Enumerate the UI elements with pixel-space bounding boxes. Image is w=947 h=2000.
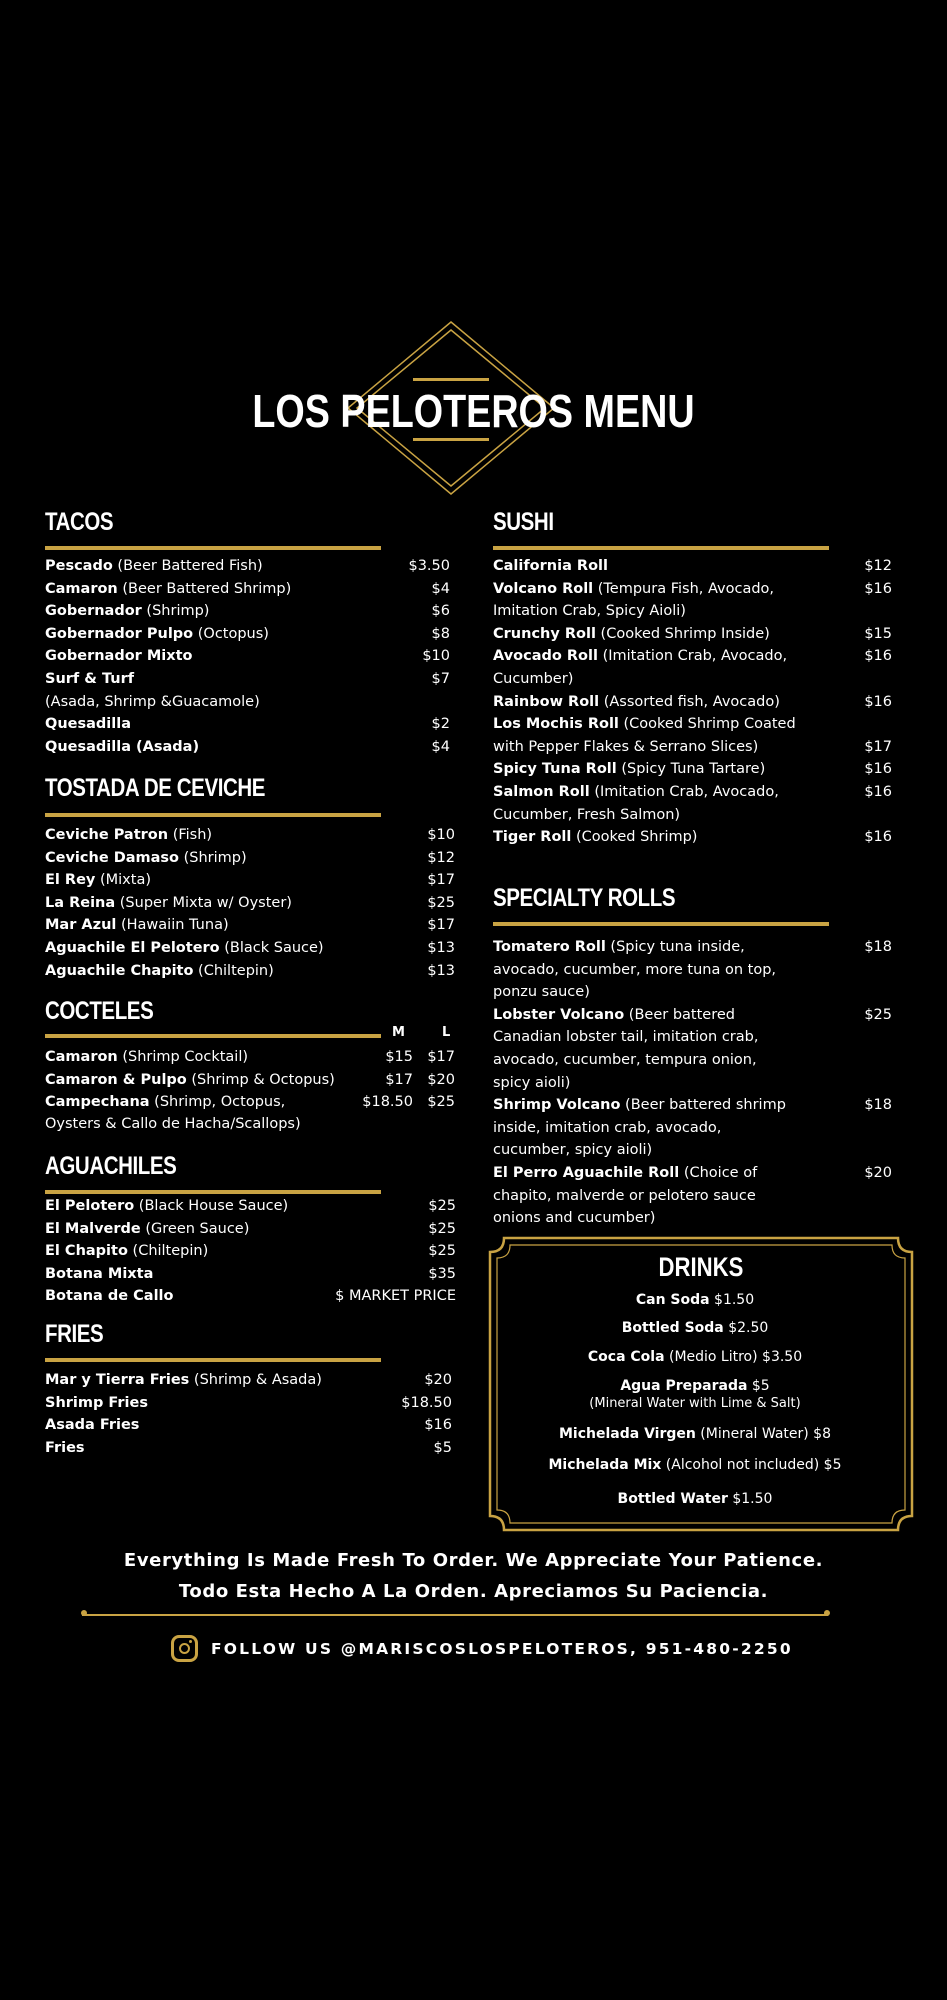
menu-item <box>45 645 193 668</box>
aguachiles-heading: AGUACHILES <box>45 1152 177 1180</box>
menu-item <box>45 1263 153 1286</box>
item-description: (Shrimp & Octopus) <box>186 1071 335 1088</box>
menu-item <box>45 914 229 937</box>
item-description: Imitation Crab, Spicy Aioli) <box>493 603 686 620</box>
item-description: Cucumber) <box>493 671 574 687</box>
instagram-icon[interactable] <box>171 1635 198 1662</box>
item-description: (Fish) <box>168 827 213 843</box>
menu-item <box>45 668 134 691</box>
item-description: (Imitation Crab, Avocado, <box>589 784 779 800</box>
item-description: (Spicy Tuna Tartare) <box>616 761 766 778</box>
item-name: Gobernador <box>45 603 142 620</box>
menu-item <box>493 668 573 691</box>
footer-line-english: Everything Is Made Fresh To Order. We Appreciate Your Patience. <box>123 1550 824 1571</box>
menu-item <box>493 645 787 668</box>
item-price: $10 <box>422 648 450 665</box>
item-description: chapito, malverde or pelotero sauce <box>493 1187 756 1204</box>
item-price-medium: $17 <box>385 1071 413 1088</box>
item-name: El Pelotero <box>45 1198 135 1214</box>
item-name: Shrimp Fries <box>45 1394 148 1411</box>
item-name: Campechana <box>45 1094 150 1111</box>
item-price: $17 <box>427 917 455 934</box>
item-price: $12 <box>864 558 892 574</box>
specialty-heading: SPECIALTY ROLLS <box>493 884 676 912</box>
menu-item <box>45 1392 148 1415</box>
menu-item <box>493 1026 758 1049</box>
item-price-large: $17 <box>427 1049 455 1065</box>
item-price: $5 <box>433 1439 452 1456</box>
item-name: Quesadilla (Asada) <box>45 738 200 755</box>
item-description: (Chiltepin) <box>127 1243 209 1260</box>
sushi-heading: SUSHI <box>493 508 554 536</box>
item-price-medium: $18.50 <box>362 1094 413 1111</box>
drink-item <box>490 1319 900 1337</box>
aguachiles-rule <box>45 1190 381 1194</box>
menu-item <box>493 1094 786 1117</box>
fries-rule <box>45 1358 381 1362</box>
item-description: (Shrimp) <box>141 603 210 620</box>
cocteles-continuation: Oysters & Callo de Hacha/Scallops) <box>45 1116 301 1132</box>
item-name: Salmon Roll <box>493 784 590 800</box>
item-price: $2 <box>431 716 450 733</box>
drink-item <box>490 1490 900 1508</box>
item-price-large: $25 <box>427 1094 455 1111</box>
item-price: $25 <box>427 894 455 911</box>
menu-item <box>493 936 745 959</box>
menu-item <box>493 804 680 827</box>
item-name: Tiger Roll <box>493 829 572 846</box>
cocteles-rule <box>45 1034 381 1038</box>
item-description: (Beer battered shrimp <box>620 1097 786 1114</box>
menu-item <box>45 960 274 983</box>
item-description: (Beer Battered Shrimp) <box>117 580 292 597</box>
item-price: $13 <box>427 940 455 956</box>
item-price: $18.50 <box>401 1394 452 1411</box>
menu-item <box>493 1185 756 1208</box>
item-description: avocado, cucumber, tempura onion, <box>493 1052 757 1068</box>
item-description: (Tempura Fish, Avocado, <box>593 580 775 597</box>
item-description: Canadian lobster tail, imitation crab, <box>493 1029 759 1046</box>
item-name: Mar y Tierra Fries <box>45 1372 190 1388</box>
item-name: Los Mochis Roll <box>493 716 619 733</box>
size-l-label: L <box>442 1025 451 1040</box>
menu-item <box>493 555 608 578</box>
item-price: $18 <box>864 1097 892 1114</box>
menu-item <box>45 555 263 578</box>
item-name: La Reina <box>45 894 116 911</box>
item-name: Quesadilla <box>45 716 131 733</box>
item-description: avocado, cucumber, more tuna on top, <box>493 961 777 978</box>
item-price: $15 <box>864 625 892 642</box>
item-description: (Chiltepin) <box>193 962 274 979</box>
menu-item <box>493 713 796 736</box>
drink-item <box>490 1456 900 1474</box>
item-description: (Mixta) <box>95 872 151 889</box>
menu-item <box>45 1414 139 1437</box>
menu-item <box>493 959 776 982</box>
footer-line-spanish: Todo Esta Hecho A La Orden. Apreciamos Su Paciencia. <box>178 1581 769 1602</box>
item-description: Cucumber, Fresh Salmon) <box>493 806 681 823</box>
item-price: $16 <box>864 693 892 710</box>
drink-name: Michelada Mix <box>548 1457 662 1473</box>
item-price: $16 <box>864 761 892 778</box>
item-price: $10 <box>427 827 455 843</box>
sushi-rule <box>493 546 829 550</box>
menu-item <box>45 1218 249 1241</box>
item-price: $13 <box>427 962 455 979</box>
tacos-rule <box>45 546 381 550</box>
menu-item <box>45 1285 173 1308</box>
menu-item <box>493 736 758 759</box>
menu-item <box>493 1049 757 1072</box>
item-price: $8 <box>431 625 450 642</box>
item-price: $25 <box>428 1220 456 1237</box>
menu-item <box>45 1437 85 1460</box>
item-description: (Choice of <box>679 1165 758 1181</box>
menu-item <box>493 758 765 781</box>
item-price: $4 <box>431 580 450 597</box>
item-name: Ceviche Patron <box>45 827 169 843</box>
item-description: inside, imitation crab, avocado, <box>493 1119 722 1136</box>
item-name: El Malverde <box>45 1220 141 1237</box>
item-name: Rainbow Roll <box>493 693 600 710</box>
item-price: $ MARKET PRICE <box>335 1288 456 1305</box>
item-price: $16 <box>424 1417 452 1434</box>
item-description: (Shrimp) <box>179 849 247 866</box>
menu-item <box>45 600 209 623</box>
item-name: Pescado <box>45 558 113 574</box>
menu-item <box>45 578 291 601</box>
menu-item <box>493 981 590 1004</box>
tostada-rule <box>45 813 381 817</box>
item-name: California Roll <box>493 558 608 574</box>
item-price: $12 <box>427 849 455 866</box>
drink-detail: (Medio Litro) $3.50 <box>664 1349 803 1365</box>
fries-heading: FRIES <box>45 1320 104 1348</box>
menu-item <box>493 1207 655 1230</box>
page-title: LOS PELOTEROS MENU <box>252 385 695 437</box>
drink-name: Coca Cola <box>587 1349 665 1365</box>
item-name: Ceviche Damaso <box>45 849 180 866</box>
item-name: El Perro Aguachile Roll <box>493 1165 680 1181</box>
menu-item <box>45 623 269 646</box>
menu-item <box>45 1369 322 1392</box>
item-description: (Shrimp & Asada) <box>189 1372 322 1388</box>
menu-item <box>493 781 779 804</box>
menu-item <box>493 1004 735 1027</box>
menu-item <box>493 623 770 646</box>
tacos-heading: TACOS <box>45 508 114 536</box>
item-price: $16 <box>864 784 892 800</box>
item-price: $16 <box>864 580 892 597</box>
menu-item <box>493 1072 570 1095</box>
item-description: (Black Sauce) <box>219 940 324 956</box>
item-price: $17 <box>864 738 892 755</box>
menu-item <box>45 892 292 915</box>
item-price: $25 <box>428 1243 456 1260</box>
item-price: $20 <box>864 1165 892 1181</box>
drink-name: Agua Preparada <box>620 1378 748 1394</box>
cocteles-heading: COCTELES <box>45 997 154 1025</box>
item-description: (Imitation Crab, Avocado, <box>597 648 788 665</box>
item-description: (Super Mixta w/ Oyster) <box>115 894 292 911</box>
item-name: Mar Azul <box>45 917 117 934</box>
item-name: Tomatero Roll <box>493 939 606 955</box>
item-name: Camaron <box>45 1049 118 1065</box>
item-description: (Spicy tuna inside, <box>605 939 745 955</box>
item-name: Surf & Turf <box>45 671 135 687</box>
menu-item <box>45 1091 285 1114</box>
menu-item <box>45 736 199 759</box>
footer-rule-dot-right <box>824 1610 830 1616</box>
item-description: spicy aioli) <box>493 1074 571 1091</box>
menu-item <box>493 1139 652 1162</box>
menu-item <box>45 869 151 892</box>
footer-rule <box>82 1614 828 1616</box>
item-price-large: $20 <box>427 1071 455 1088</box>
item-name: Volcano Roll <box>493 580 594 597</box>
title-emblem <box>0 0 947 520</box>
item-name: Aguachile Chapito <box>45 962 194 979</box>
item-description: (Octopus) <box>193 625 269 642</box>
item-description: (Assorted fish, Avocado) <box>599 693 780 710</box>
item-name: El Rey <box>45 872 96 889</box>
drink-name: Michelada Virgen <box>558 1426 696 1442</box>
drink-detail: $5 <box>747 1378 770 1394</box>
item-price: $3.50 <box>408 558 450 574</box>
menu-item <box>493 600 686 623</box>
drink-item <box>490 1291 900 1309</box>
menu-item <box>45 1195 288 1218</box>
menu-item <box>45 1046 248 1069</box>
item-description: (Black House Sauce) <box>134 1198 289 1214</box>
menu-item <box>493 826 697 849</box>
drink-item <box>490 1377 900 1413</box>
item-name: Botana de Callo <box>45 1288 174 1305</box>
item-description: (Beer battered <box>624 1006 735 1023</box>
drinks-heading: DRINKS <box>658 1252 744 1282</box>
drink-name: Can Soda <box>635 1292 710 1308</box>
item-price-medium: $15 <box>385 1049 413 1065</box>
item-price: $17 <box>427 872 455 889</box>
item-name: Avocado Roll <box>493 648 598 665</box>
menu-item <box>45 824 212 847</box>
drink-detail: $2.50 <box>723 1320 769 1336</box>
drink-detail: (Alcohol not included) $5 <box>661 1457 842 1473</box>
item-description: (Beer Battered Fish) <box>112 558 263 574</box>
item-description: (Shrimp, Octopus, <box>149 1094 286 1111</box>
menu-item <box>45 937 324 960</box>
menu-item <box>493 1117 721 1140</box>
menu-item <box>45 691 260 714</box>
drink-name: Bottled Soda <box>621 1320 724 1336</box>
menu-item <box>493 1162 757 1185</box>
item-name: Spicy Tuna Roll <box>493 761 617 778</box>
item-name: Crunchy Roll <box>493 625 596 642</box>
item-name: Gobernador Pulpo <box>45 625 194 642</box>
social-handle[interactable]: FOLLOW US @MARISCOSLOSPELOTEROS, 951-480-2250 <box>211 1640 793 1658</box>
item-description: (Cooked Shrimp Coated <box>618 716 796 733</box>
item-description: (Green Sauce) <box>140 1220 250 1237</box>
item-description: cucumber, spicy aioli) <box>493 1142 653 1159</box>
item-price: $18 <box>864 939 892 955</box>
item-price: $16 <box>864 829 892 846</box>
item-name: Fries <box>45 1439 85 1456</box>
item-price: $25 <box>864 1006 892 1023</box>
item-price: $35 <box>428 1265 456 1282</box>
item-description: (Shrimp Cocktail) <box>117 1049 249 1065</box>
item-name: Lobster Volcano <box>493 1006 625 1023</box>
item-name: Botana Mixta <box>45 1265 154 1282</box>
drink-item <box>490 1425 900 1443</box>
menu-item <box>45 713 131 736</box>
size-m-label: M <box>392 1025 405 1040</box>
item-price: $25 <box>428 1198 456 1214</box>
item-description: with Pepper Flakes & Serrano Slices) <box>493 738 759 755</box>
item-description: ponzu sauce) <box>493 984 590 1001</box>
item-description: (Cooked Shrimp) <box>571 829 698 846</box>
menu-item <box>493 691 780 714</box>
item-price: $7 <box>431 671 450 687</box>
drink-detail: $1.50 <box>727 1491 773 1507</box>
drink-item <box>490 1348 900 1366</box>
item-price: $20 <box>424 1372 452 1388</box>
item-price: $6 <box>431 603 450 620</box>
item-name: Asada Fries <box>45 1417 140 1434</box>
item-name: Shrimp Volcano <box>493 1097 621 1114</box>
drink-subtext: (Mineral Water with Lime & Salt) <box>589 1396 801 1411</box>
item-name: El Chapito <box>45 1243 128 1260</box>
drink-detail: $1.50 <box>709 1292 755 1308</box>
item-name: Aguachile El Pelotero <box>45 940 220 956</box>
item-description: (Asada, Shrimp &Guacamole) <box>45 693 260 710</box>
item-description: (Hawaiin Tuna) <box>116 917 229 934</box>
tostada-heading: TOSTADA DE CEVICHE <box>45 774 266 802</box>
drink-name: Bottled Water <box>617 1491 728 1507</box>
item-name: Camaron <box>45 580 118 597</box>
specialty-rule <box>493 922 829 926</box>
item-price: $4 <box>431 738 450 755</box>
menu-item <box>493 578 774 601</box>
footer-rule-dot-left <box>81 1610 87 1616</box>
item-price: $16 <box>864 648 892 665</box>
drink-detail: (Mineral Water) $8 <box>695 1426 831 1442</box>
item-description: onions and cucumber) <box>493 1210 656 1227</box>
item-name: Gobernador Mixto <box>45 648 193 665</box>
menu-item <box>45 1069 335 1092</box>
menu-item <box>45 1240 208 1263</box>
item-description: (Cooked Shrimp Inside) <box>595 625 770 642</box>
item-name: Camaron & Pulpo <box>45 1071 187 1088</box>
menu-item <box>45 847 247 870</box>
